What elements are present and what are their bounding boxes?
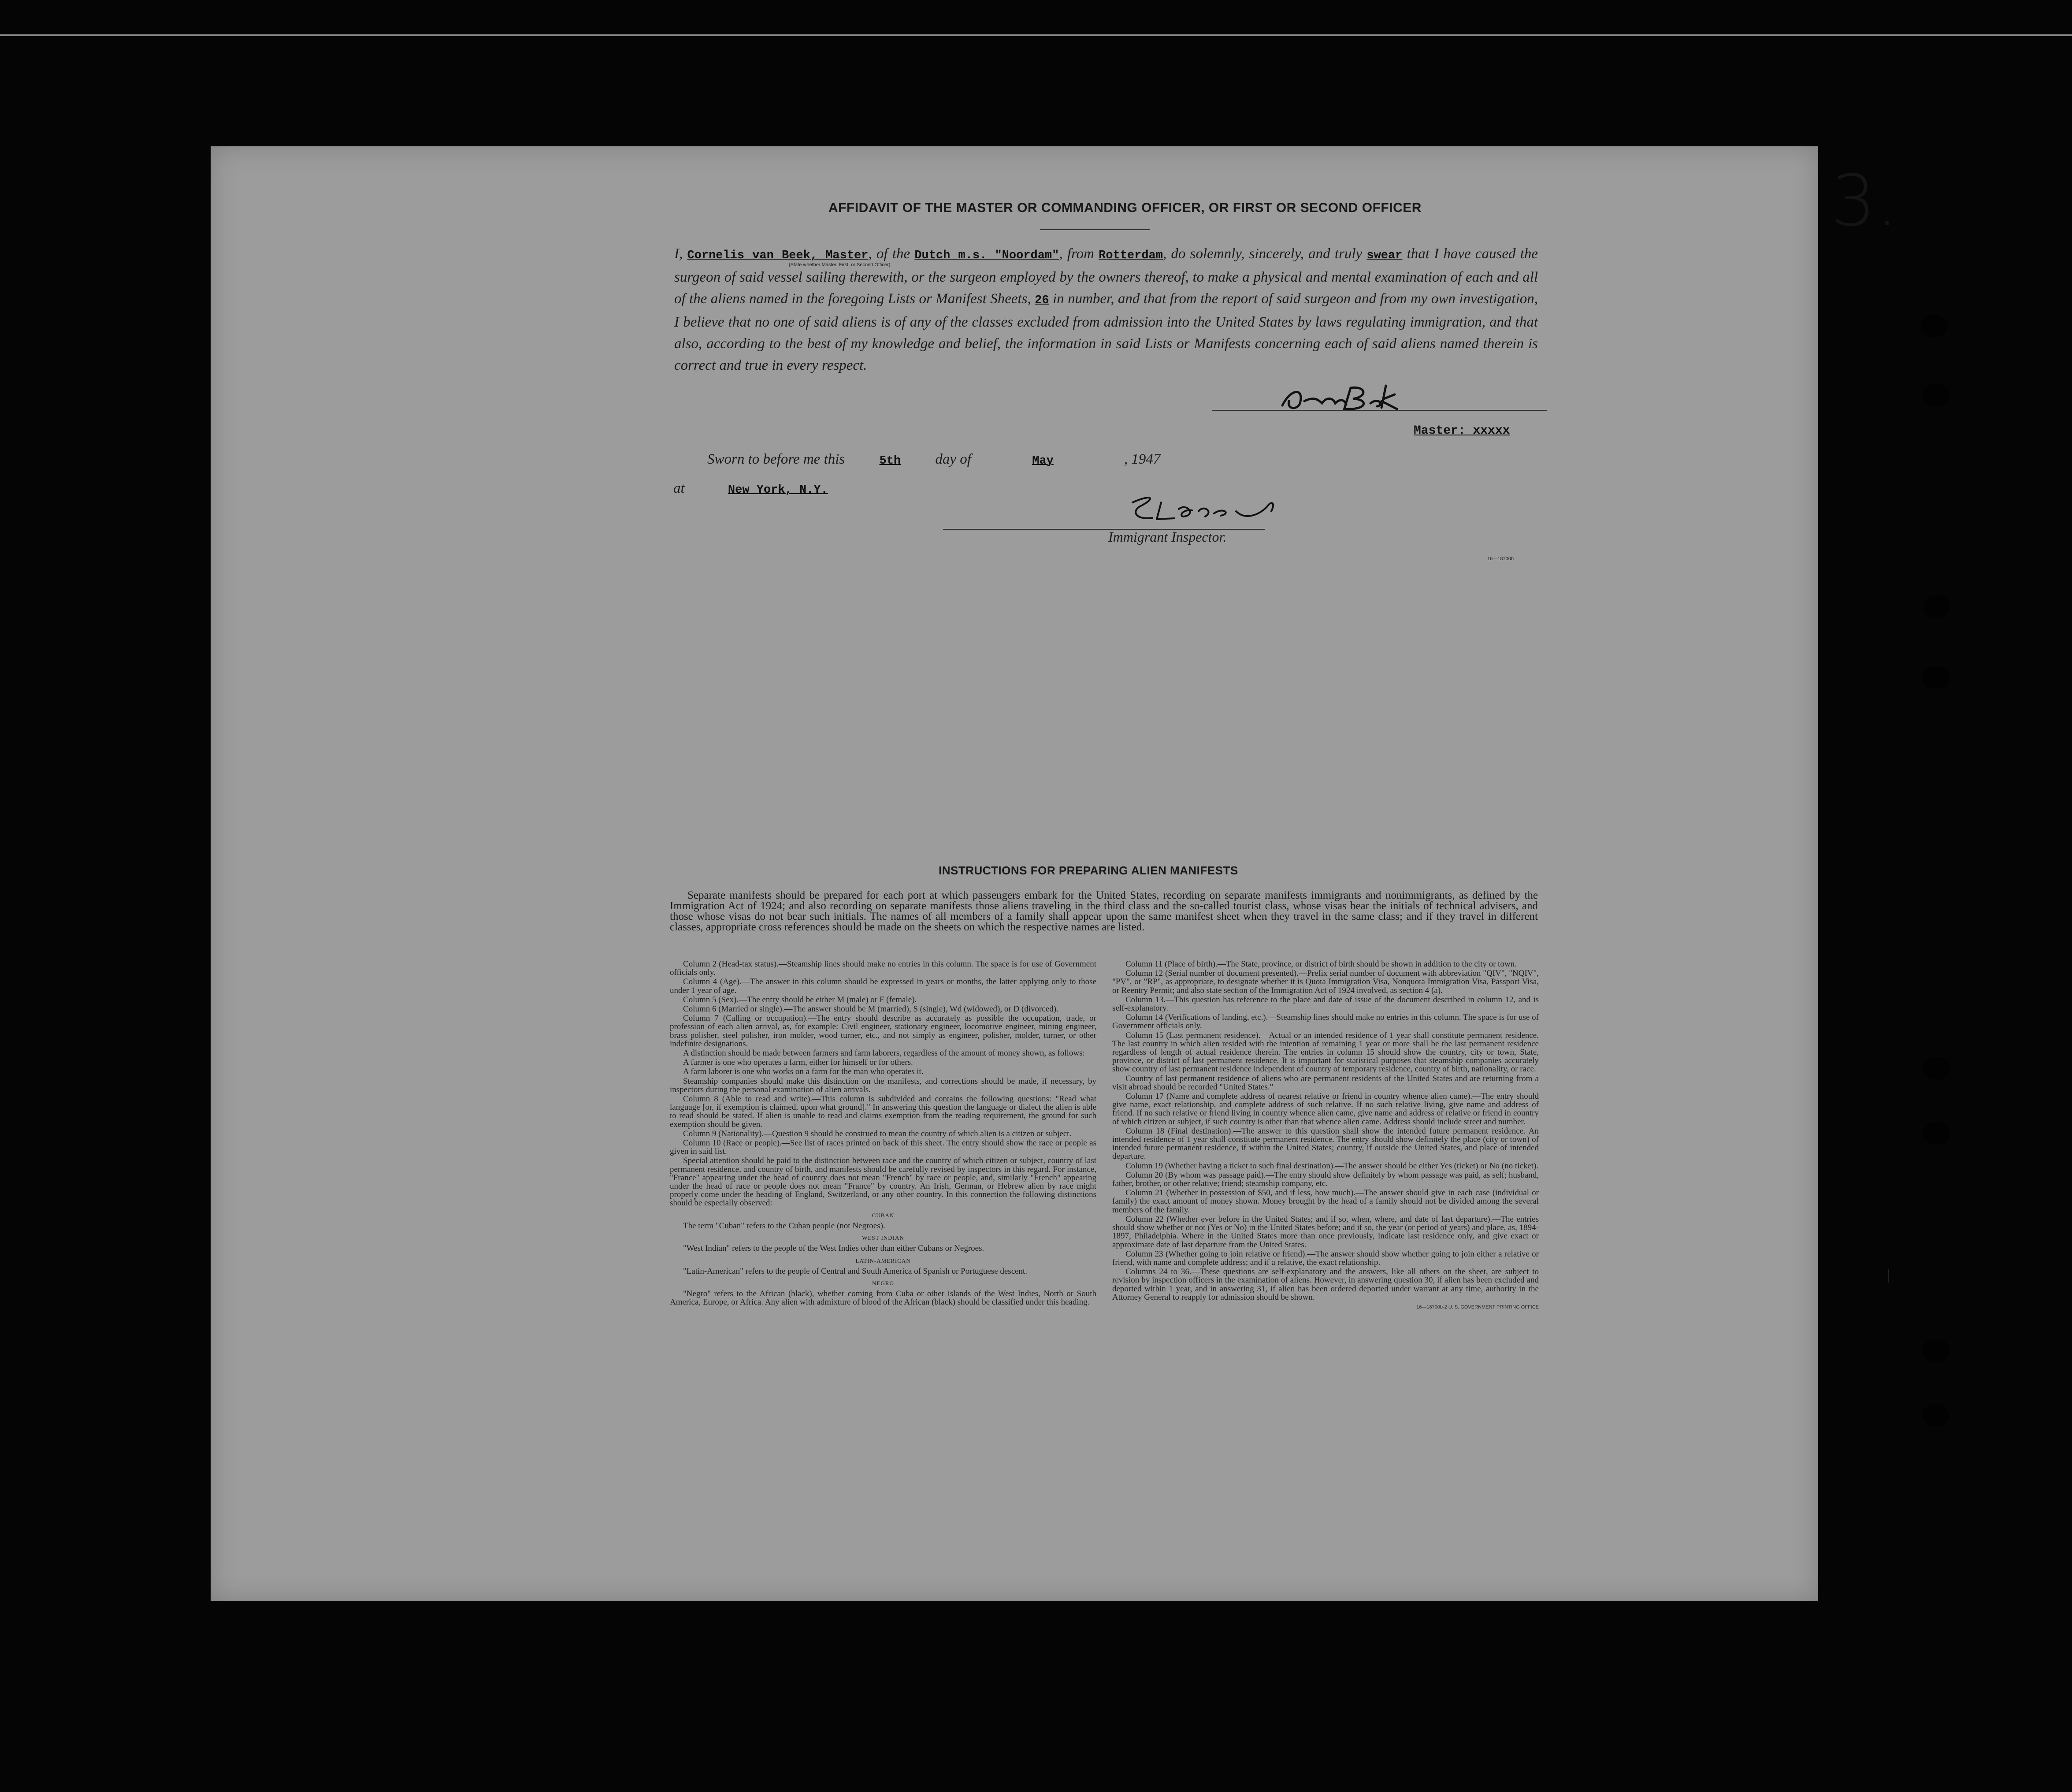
title-rule: [1040, 229, 1150, 230]
instructions-left-column: [670, 960, 1096, 1308]
affidavit-text: in number, and that from the report of said surgeon and from my own investigation, I believe that no one of said aliens is of any of the classes excluded from admission into the United States by laws regulating immigration, and that also, according to the best of my knowledge and belief, the information in said Lists or Manifests concerning each of said aliens named therein is correct and true in every respect.: [674, 291, 1538, 373]
instruction-paragraph: Country of last permanent residence of aliens who are permanent residents of the United States and are returning from a visit abroad should be recorded "United States.": [1112, 1074, 1539, 1092]
sworn-day-fill: 5th: [879, 454, 901, 468]
instruction-paragraph: A farm laborer is one who works on a farm for the man who operates it.: [683, 1067, 924, 1077]
sworn-year: , 1947: [1124, 451, 1161, 467]
printing-office-code: 16—18700b-2 U. S. GOVERNMENT PRINTING OFFICE: [1416, 1304, 1539, 1310]
instruction-paragraph: Column 18 (Final destination).—The answer to this question shall show the intended future permanent residence. An intended residence of 1 year shall constitute permanent residence. The entry should show definitely the place (city or town) of intended future permanent residence, if within the United States; country, if outside the United States, and place of intended departure.: [1112, 1126, 1539, 1161]
master-signature-line: [1212, 410, 1547, 411]
instruction-paragraph: Column 12 (Serial number of document presented).—Prefix serial number of document with abbreviation "QIV", "NQIV", "PV", or "RP", as appropriate, to designate whether it is Quota Immigration Visa, Nonquota Immigration Visa, Passport Visa, or Reentry Permit; and also state section of the Immigration Act of 1924 involved, as section 4 (a).: [1112, 969, 1539, 995]
form-code: 16—18700b: [1487, 556, 1514, 561]
instruction-paragraph: "West Indian" refers to the people of the West Indies other than either Cubans or Negroes.: [683, 1244, 984, 1253]
master-title-label: Master: xxxxx: [1414, 424, 1510, 438]
affidavit-text: , from: [1059, 246, 1094, 262]
instruction-paragraph: Column 10 (Race or people).—See list of races printed on back of this sheet. The entry should show the race or people as given in said list.: [670, 1138, 1096, 1156]
instruction-paragraph: Column 7 (Calling or occupation).—The entry should describe as accurately as possible the occupation, trade, or profession of each alien arrival, as, for example: Civil engineer, stationary engineer, locomotive engineer, mining engineer, brass polisher, steel polisher, iron molder, wood turner, etc., and not simply as engineer, polisher, molder, turner, or other indefinite designations.: [670, 1014, 1096, 1048]
instruction-paragraph: Column 11 (Place of birth).—The State, province, or district of birth should be shown in addition to the city or town.: [1125, 959, 1517, 969]
place-line: [673, 480, 828, 497]
scan-frame-line: [0, 34, 2072, 36]
instruction-paragraph: Column 5 (Sex).—The entry should be either M (male) or F (female).: [683, 995, 917, 1004]
instructions-title: INSTRUCTIONS FOR PREPARING ALIEN MANIFESTS: [939, 864, 1238, 877]
section-heading-latin-american: LATIN-AMERICAN: [855, 1257, 911, 1264]
punch-hole: [1920, 315, 1948, 338]
instruction-paragraph: Special attention should be paid to the distinction between race and the country of which citizen or subject, country of last permanent residence, and country of birth, and manifests should be carefully revised by inspectors in this regard. For instance, "France" appearing under the head of country does not mean "French" by race or people, and, similarly "French" appearing under the head of race or people does not mean "France" by country. An Irish, German, or Hebrew alien by race might properly come under the heading of England, Switzerland, or any other country. In this connection the following distinctions should be especially observed:: [670, 1156, 1096, 1208]
instruction-paragraph: Column 8 (Able to read and write).—This column is subdivided and contains the following questions: "Read what language [or, if exemption is claimed, upon what ground]." In answering this question the language or dialect the alien is able to read should be stated. If alien is unable to read and claims exemption from the reading requirement, the ground for such exemption should be given.: [670, 1094, 1096, 1129]
departure-port-fill: Rotterdam: [1099, 249, 1163, 262]
instruction-paragraph: A distinction should be made between farmers and farm laborers, regardless of the amount of money shown, as follows:: [683, 1048, 1085, 1058]
instruction-paragraph: Column 4 (Age).—The answer in this column should be expressed in years or months, the latter applying only to those under 1 year of age.: [670, 977, 1096, 995]
affidavit-text: I,: [674, 246, 683, 262]
instruction-paragraph: Column 23 (Whether going to join relative or friend).—The answer should show whether going to join either a relative or friend, with name and complete address; and if a relative, the exact relationship.: [1112, 1249, 1539, 1267]
instruction-paragraph: Column 13.—This question has reference to the place and date of issue of the document described in column 12, and is self-explanatory.: [1112, 995, 1539, 1013]
instruction-paragraph: A farmer is one who operates a farm, either for himself or for others.: [683, 1058, 913, 1067]
affidavit-title: AFFIDAVIT OF THE MASTER OR COMMANDING OFFICER, OR FIRST OR SECOND OFFICER: [828, 201, 1422, 215]
sworn-line: [707, 451, 1160, 468]
vessel-name-fill: Dutch m.s. "Noordam": [914, 249, 1059, 262]
sworn-place-fill: New York, N.Y.: [728, 483, 828, 497]
master-name-fill: Cornelis van Beek, Master: [687, 249, 869, 262]
punch-hole: [1923, 1057, 1950, 1080]
officer-caption: (State whether Master, First, or Second Officer): [789, 262, 891, 268]
punch-hole: [1922, 1404, 1949, 1427]
punch-hole: [1923, 595, 1950, 618]
instruction-paragraph: "Negro" refers to the African (black), whether coming from Cuba or other islands of the West Indies, North or South America, Europe, or Africa. Any alien with admixture of blood of the African (black) should be classified under this heading.: [670, 1289, 1096, 1307]
section-heading-west-indian: WEST INDIAN: [862, 1234, 904, 1242]
instruction-paragraph: Column 21 (Whether in possession of $50, and if less, how much).—The answer should give in each case (individual or family) the exact amount of money shown. Money brought by the head of a family should not be divided among the several members of the family.: [1112, 1188, 1539, 1215]
instruction-paragraph: "Latin-American" refers to the people of Central and South America of Spanish or Portuguese descent.: [683, 1266, 1028, 1276]
punch-hole: [1922, 1339, 1949, 1362]
sworn-prefix: Sworn to before me this: [707, 451, 845, 467]
instruction-paragraph: Column 14 (Verifications of landing, etc.).—Steamship lines should make no entries in this column. The space is for use of Government officials only.: [1112, 1013, 1539, 1031]
affidavit-text: , do solemnly, sincerely, and truly: [1162, 246, 1363, 262]
instruction-paragraph: Column 20 (By whom was passage paid).—The entry should show definitely by whom passage was paid, as self; husband, father, brother, or other relative; friend; steamship company, etc.: [1112, 1170, 1539, 1189]
section-heading-negro: NEGRO: [872, 1279, 894, 1286]
instruction-paragraph: Column 6 (Married or single).—The answer should be M (married), S (single), Wd (widowed), or D (divorced).: [683, 1004, 1058, 1014]
inspector-title-label: Immigrant Inspector.: [1108, 529, 1227, 545]
instruction-paragraph: Column 17 (Name and complete address of nearest relative or friend in country whence alien came).—The entry should give name, exact relationship, and complete address of such relative. If no such relative living, give name and address of friend. If no such relative or friend living in country whence alien came, give name and address of relative or friend in country of which citizen or subject, if such country is other than that whence alien came. Address should include street and number.: [1112, 1092, 1539, 1127]
at-label: at: [673, 480, 685, 496]
punch-hole: [1922, 666, 1949, 689]
instructions-intro: Separate manifests should be prepared for each port at which passengers embark for the United States, recording on separate manifests immigrants and nonimmigrants, as defined by the Immigration Act of 1924; and also recording on separate manifests those aliens traveling in the third class and the so-called tourist class, whose visas bear the initials of technical advisers, and those whose visas do not bear such initials. The names of all members of a family shall appear upon the same manifest sheet when they travel in the same class; and if they travel in different classes, appropriate cross references should be made on the sheets on which the respective names are listed.: [670, 889, 1538, 933]
margin-mark: [1888, 1269, 1889, 1283]
master-signature: [1274, 379, 1467, 419]
oath-fill: swear: [1366, 249, 1403, 262]
inspector-signature: [1126, 489, 1311, 529]
instruction-paragraph: Column 9 (Nationality).—Question 9 should be construed to mean the country of which alien is a citizen or subject.: [683, 1129, 1072, 1138]
sworn-day-of: day of: [935, 451, 971, 467]
instruction-paragraph: Column 2 (Head-tax status).—Steamship lines should make no entries in this column. The space is for use of Government officials only.: [670, 959, 1096, 978]
punch-hole: [1922, 383, 1949, 406]
affidavit-text: that I have caused the surgeon of said vessel sailing therewith, or the surgeon employed by the owners thereof, to make a physical and mental examination of each and all of the aliens named in the foregoing Lists or Manifest Sheets,: [674, 246, 1538, 307]
instruction-paragraph: Column 15 (Last permanent residence).—Actual or an intended residence of 1 year shall constitute permanent residence. The last country in which alien resided with the intention of remaining 1 year or more shall be the last permanent residence regardless of length of actual residence therein. The entries in column 15 should show the country, city or town, State, province, or district of last permanent residence. It is important for statistical purposes that steamship companies accurately show country of last permanent residence independent of country of temporary residence, country of birth, nationality, or race.: [1112, 1030, 1539, 1074]
sworn-month-fill: May: [1032, 454, 1054, 468]
instruction-paragraph: The term "Cuban" refers to the Cuban people (not Negroes).: [683, 1221, 885, 1231]
instruction-paragraph: Column 19 (Whether having a ticket to such final destination).—The answer should be either Yes (ticket) or No (no ticket).: [1125, 1161, 1539, 1171]
sheet-count-fill: 26: [1035, 294, 1049, 307]
section-heading-cuban: CUBAN: [872, 1212, 895, 1219]
instruction-paragraph: Steamship companies should make this distinction on the manifests, and corrections should be made, if necessary, by inspectors during the personal examination of alien arrivals.: [670, 1076, 1096, 1094]
punch-hole: [1923, 1122, 1950, 1145]
affidavit-text: , of the: [868, 246, 910, 262]
instruction-paragraph: Columns 24 to 36.—These questions are self-explanatory and the answers, like all others on the sheet, are subject to revision by inspection officers in the examination of aliens. However, in answering question 30, if alien has been excluded and deported within 1 year, and in answering 31, if alien has been ordered deported under warrant at any time, authority in the Attorney General to reapply for admission should be shown.: [1112, 1267, 1539, 1302]
instruction-paragraph: Column 22 (Whether ever before in the United States; and if so, when, where, and date of last departure).—The entries should show whether or not (Yes or No) in the United States before; and if so, the year (or period of years) and place, as, 1894-1897, Philadelphia. Where in the United States more than once previously, indicate last residence only, and give exact or approximate date of last departure from the United States.: [1112, 1214, 1539, 1249]
instructions-right-column: [1112, 960, 1539, 1312]
page-number: 3.: [1831, 160, 1898, 242]
